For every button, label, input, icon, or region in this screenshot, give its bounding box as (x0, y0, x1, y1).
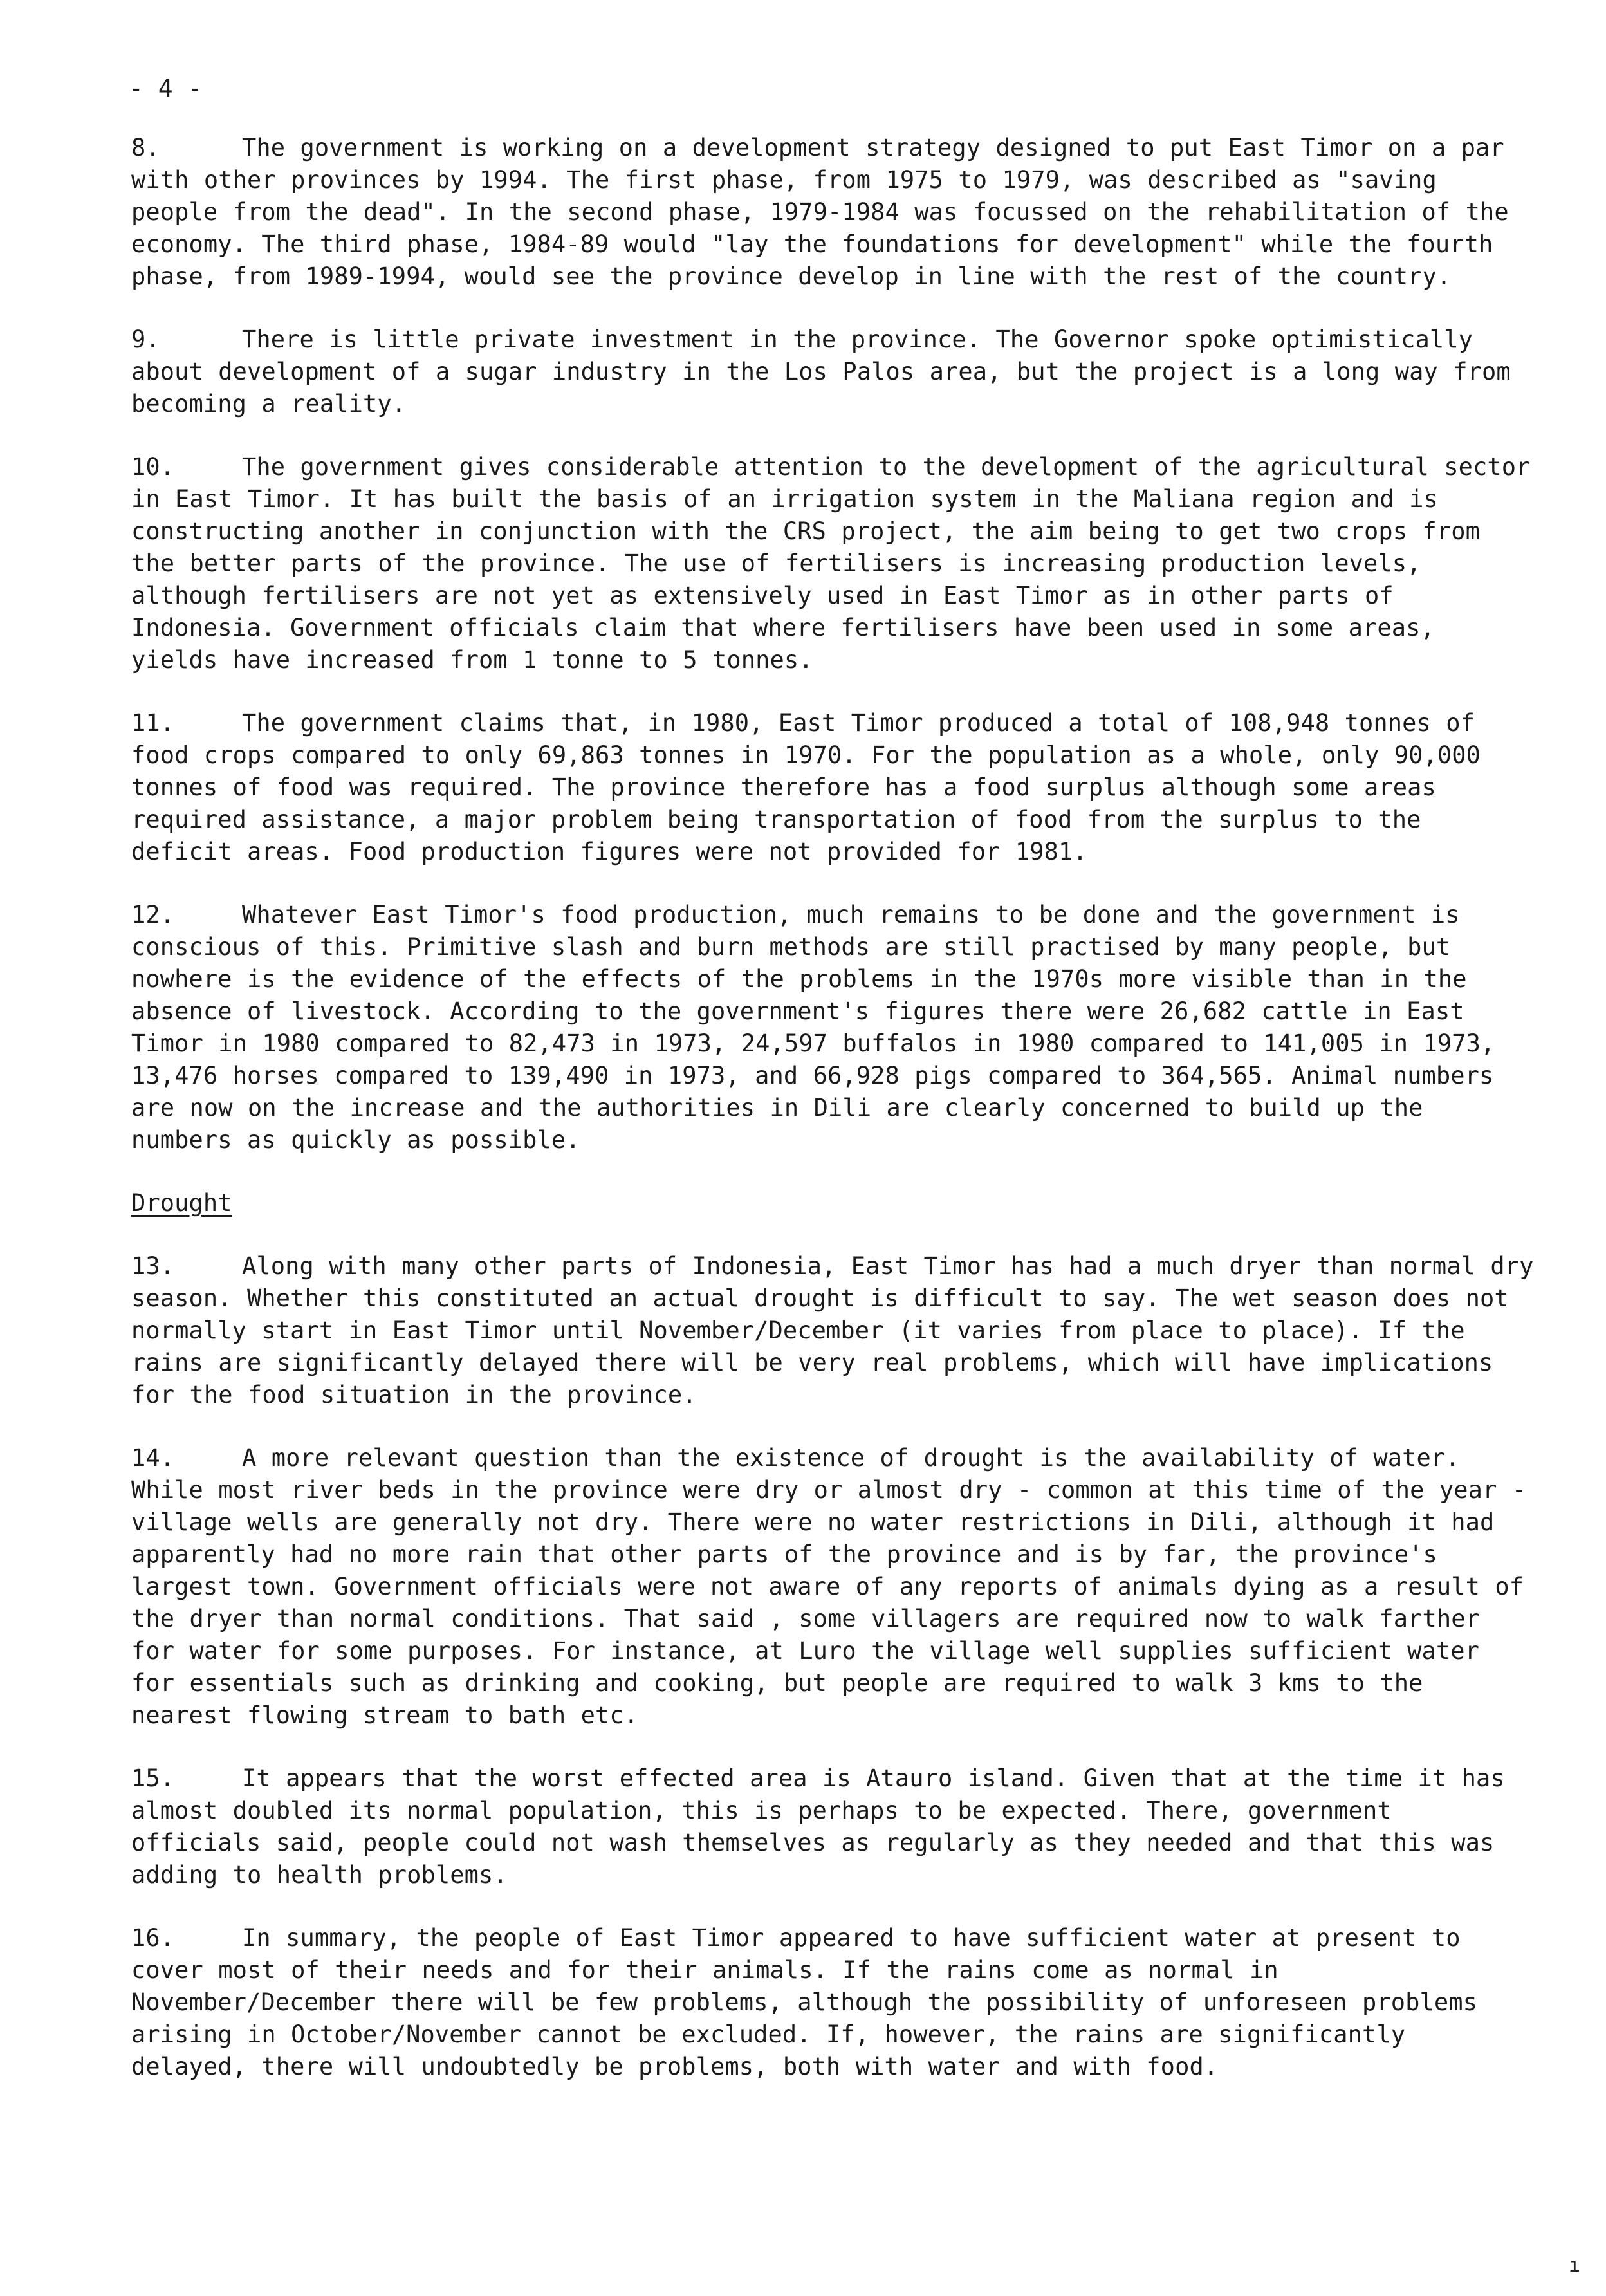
document-body (131, 132, 1534, 2114)
paragraph-text: The government claims that, in 1980, East Timor produced a total of 108,948 tonnes of food crops compared to only 69,863 tonnes in 1970. For the population as a whole, only 90,000 tonnes of food was required. The province therefore has a food surplus although some areas required assistance, a major problem being transportation of food from the surplus to the deficit areas. Food production figures were not provided for 1981. (131, 709, 1481, 866)
paragraph-text: The government is working on a development strategy designed to put East Timor on a par with other provinces by 1994. The first phase, from 1975 to 1979, was described as "saving people from the dead". In the second phase, 1979-1984 was focussed on the rehabilitation of the economy. The third phase, 1984-89 would "lay the foundations for development" while the fourth phase, from 1989-1994, would see the province develop in line with the rest of the country. (131, 134, 1509, 290)
paragraph-14 (131, 1442, 1534, 1732)
paragraph-text: In summary, the people of East Timor appeared to have sufficient water at present to cover most of their needs and for their animals. If the rains come as normal in November/December there will be few problems, although the possibility of unforeseen problems arising in October/November cannot be excluded. If, however, the rains are significantly delayed, there will undoubtedly be problems, both with water and with food. (131, 1924, 1477, 2080)
paragraph-number: 14. (131, 1444, 175, 1472)
paragraph-text: Whatever East Timor's food production, much remains to be done and the government is conscious of this. Primitive slash and burn methods are still practised by many people, but nowhere is the evidence of the effects of the problems in the 1970s more visible than in the absence of livestock. According to the government's figures there were 26,682 cattle in East Timor in 1980 compared to 82,473 in 1973, 24,597 buffalos in 1980 compared to 141,005 in 1973, 13,476 horses compared to 139,490 in 1973, and 66,928 pigs compared to 364,565. Animal numbers are now on the increase and the authorities in Dili are clearly concerned to build up the numbers as quickly as possible. (131, 901, 1495, 1154)
paragraph-9 (131, 324, 1534, 420)
paragraph-15 (131, 1763, 1534, 1891)
corner-mark: ı (1568, 2254, 1580, 2277)
paragraphs-after-heading (131, 1250, 1534, 2083)
paragraph-number: 8. (131, 134, 160, 162)
section-heading-drought: Drought (131, 1189, 232, 1217)
paragraph-number: 16. (131, 1924, 175, 1952)
paragraph-number: 13. (131, 1252, 175, 1280)
paragraph-text: A more relevant question than the existence of drought is the availability of water. While most river beds in the province were dry or almost dry - common at this time of the year - village wells are generally not dry. There were no water restrictions in Dili, although it had apparently had no more rain that other parts of the province and is by far, the province's largest town. Government officials were not aware of any reports of animals dying as a result of the dryer than normal conditions. That said , some villagers are required now to walk farther for water for some purposes. For instance, at Luro the village well supplies sufficient water for essentials such as drinking and cooking, but people are required to walk 3 kms to the nearest flowing stream to bath etc. (131, 1444, 1527, 1729)
paragraph-16 (131, 1922, 1534, 2083)
paragraph-13 (131, 1250, 1534, 1411)
paragraph-number: 11. (131, 709, 175, 737)
paragraph-number: 15. (131, 1764, 175, 1792)
paragraphs-before-heading (131, 132, 1534, 1156)
paragraph-text: It appears that the worst effected area is Atauro island. Given that at the time it has almost doubled its normal population, this is perhaps to be expected. There, government officials said, people could not wash themselves as regularly as they needed and that this was adding to health problems. (131, 1764, 1505, 1889)
paragraph-text: There is little private investment in the province. The Governor spoke optimistically about development of a sugar industry in the Los Palos area, but the project is a long way from becoming a reality. (131, 326, 1511, 418)
paragraph-12 (131, 899, 1534, 1156)
paragraph-number: 10. (131, 453, 175, 481)
paragraph-11 (131, 707, 1534, 868)
paragraph-8 (131, 132, 1534, 293)
paragraph-number: 9. (131, 326, 160, 353)
paragraph-text: The government gives considerable attention to the development of the agricultural sector in East Timor. It has built the basis of an irrigation system in the Maliana region and is constructing another in conjunction with the CRS project, the aim being to get two crops from the better parts of the province. The use of fertilisers is increasing production levels, although fertilisers are not yet as extensively used in East Timor as in other parts of Indonesia. Government officials claim that where fertilisers have been used in some areas, yields have increased from 1 tonne to 5 tonnes. (131, 453, 1531, 674)
paragraph-10 (131, 451, 1534, 676)
paragraph-text: Along with many other parts of Indonesia, East Timor has had a much dryer than normal dry season. Whether this constituted an actual drought is difficult to say. The wet season does not normally start in East Timor until November/December (it varies from place to place). If the rains are significantly delayed there will be very real problems, which will have implications for the food situation in the province. (131, 1252, 1534, 1409)
paragraph-number: 12. (131, 901, 175, 929)
page-number: - 4 - (129, 74, 203, 102)
